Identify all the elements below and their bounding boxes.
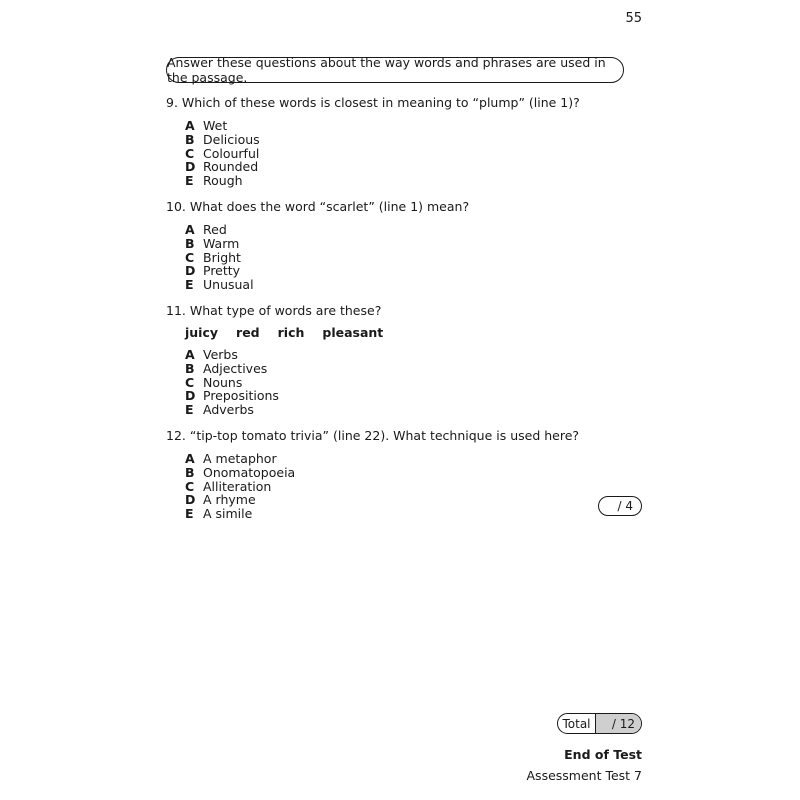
option-letter: C (185, 374, 195, 390)
option-letter: D (185, 388, 196, 404)
option-a[interactable] (185, 348, 636, 362)
option-letter: D (185, 263, 196, 279)
option-letter: A (185, 347, 195, 362)
end-of-test-label: End of Test (564, 747, 642, 762)
option-text: Wet (203, 118, 228, 133)
option-text: Rough (203, 173, 243, 189)
option-text: Delicious (203, 131, 260, 147)
option-letter: D (185, 492, 196, 508)
option-letter: C (185, 249, 195, 265)
option-text: Pretty (203, 263, 241, 279)
option-text: Bright (203, 249, 241, 265)
option-letter: E (185, 277, 194, 293)
option-text: Verbs (203, 347, 238, 362)
option-letter: D (185, 159, 196, 175)
test-name-label: Assessment Test 7 (526, 768, 642, 783)
option-text: Nouns (203, 374, 243, 390)
option-e[interactable] (185, 174, 636, 188)
option-text: Adjectives (203, 360, 268, 376)
option-letter: C (185, 478, 195, 494)
option-text: A rhyme (203, 492, 256, 508)
question-11 (166, 303, 636, 417)
option-d[interactable] (185, 160, 636, 174)
word-item: red (236, 325, 260, 340)
option-b[interactable] (185, 362, 636, 376)
answer-options (185, 119, 636, 188)
option-letter: E (185, 506, 194, 522)
option-letter: B (185, 235, 195, 251)
option-text: Prepositions (203, 388, 279, 404)
option-c[interactable] (185, 480, 636, 494)
question-10 (166, 199, 636, 292)
word-item: juicy (185, 325, 219, 340)
option-c[interactable] (185, 376, 636, 390)
option-text: Onomatopoeia (203, 464, 296, 480)
option-letter: E (185, 173, 194, 189)
word-item: pleasant (322, 325, 384, 340)
option-letter: A (185, 222, 195, 237)
option-letter: C (185, 145, 195, 161)
option-text: Alliteration (203, 478, 272, 494)
option-b[interactable] (185, 133, 636, 147)
instruction-box (166, 57, 624, 83)
option-e[interactable] (185, 278, 636, 292)
total-label: Total (558, 714, 596, 733)
option-d[interactable] (185, 389, 636, 403)
word-list (185, 325, 636, 340)
option-text: Unusual (203, 277, 254, 293)
option-text: A simile (203, 506, 253, 522)
option-letter: B (185, 360, 195, 376)
option-b[interactable] (185, 237, 636, 251)
option-letter: A (185, 451, 195, 466)
option-b[interactable] (185, 466, 636, 480)
option-text: Colourful (203, 145, 260, 161)
option-d[interactable] (185, 493, 636, 507)
word-item: rich (277, 325, 305, 340)
question-text: 11. What type of words are these? (166, 303, 382, 318)
answer-options (185, 348, 636, 417)
option-text: Red (203, 222, 227, 237)
option-text: Rounded (203, 159, 259, 175)
question-9 (166, 95, 636, 188)
question-text: 10. What does the word “scarlet” (line 1) mean? (166, 199, 470, 214)
page-number: 55 (625, 11, 642, 26)
instruction-text: Answer these questions about the way words and phrases are used in the passage. (167, 55, 606, 85)
option-d[interactable] (185, 264, 636, 278)
total-score-box[interactable] (557, 713, 642, 734)
question-text: 9. Which of these words is closest in meaning to “plump” (line 1)? (166, 95, 580, 110)
option-text: Warm (203, 235, 240, 251)
option-letter: B (185, 131, 195, 147)
question-text: 12. “tip-top tomato trivia” (line 22). What technique is used here? (166, 428, 580, 443)
section-score: / 4 (617, 499, 633, 513)
option-text: Adverbs (203, 402, 254, 418)
answer-options (185, 223, 636, 292)
option-e[interactable] (185, 507, 636, 521)
option-a[interactable] (185, 452, 636, 466)
option-letter: A (185, 118, 195, 133)
option-c[interactable] (185, 147, 636, 161)
section-score-box[interactable] (598, 496, 642, 516)
answer-options (185, 452, 636, 521)
total-score: / 12 (596, 714, 641, 733)
option-a[interactable] (185, 119, 636, 133)
option-letter: B (185, 464, 195, 480)
option-letter: E (185, 402, 194, 418)
option-e[interactable] (185, 403, 636, 417)
option-c[interactable] (185, 251, 636, 265)
question-12 (166, 428, 636, 521)
option-a[interactable] (185, 223, 636, 237)
option-text: A metaphor (203, 451, 277, 466)
